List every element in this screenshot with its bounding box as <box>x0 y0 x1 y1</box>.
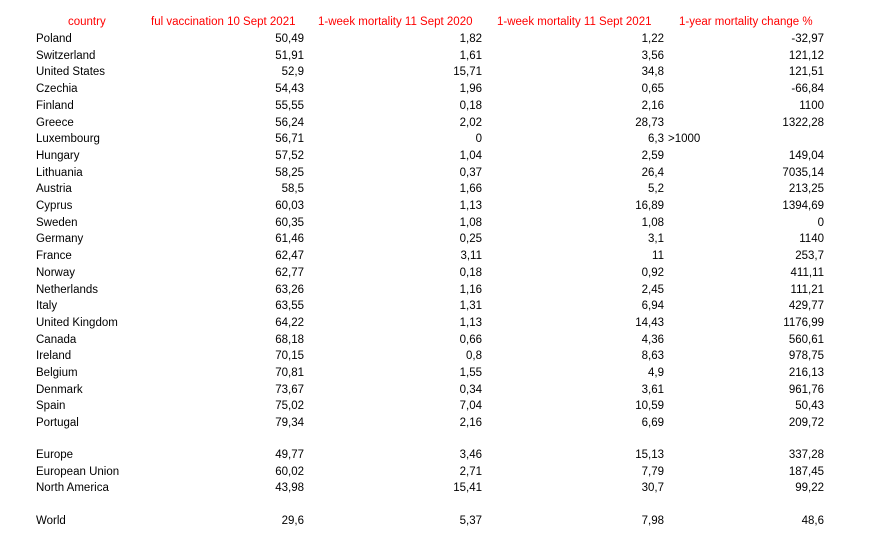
mortality-2021-cell: 1,22 <box>641 33 664 45</box>
mortality-2021-cell: 30,7 <box>641 482 664 495</box>
mortality-2020-cell: 15,41 <box>453 482 482 495</box>
mortality-change-cell: 253,7 <box>795 250 824 263</box>
header-vaccination: ful vaccination 10 Sept 2021 <box>151 16 296 28</box>
country-cell: Finland <box>36 99 74 112</box>
mortality-change-cell: 7035,14 <box>782 166 824 179</box>
mortality-2021-cell: 5,2 <box>648 183 664 196</box>
mortality-2020-cell: 0,18 <box>459 99 482 112</box>
mortality-change-note: >1000 <box>668 133 701 146</box>
vaccination-cell: 55,55 <box>275 99 304 112</box>
mortality-change-cell: 0 <box>817 216 824 229</box>
mortality-change-cell: 121,12 <box>788 49 824 62</box>
table-row <box>0 382 895 398</box>
vaccination-cell: 50,49 <box>275 33 304 45</box>
table-row <box>0 248 895 264</box>
mortality-2020-cell: 1,55 <box>459 367 482 379</box>
region-row <box>0 480 895 496</box>
country-cell: World <box>36 515 66 527</box>
vaccination-cell: 29,6 <box>281 515 304 527</box>
mortality-2020-cell: 1,13 <box>459 316 482 329</box>
mortality-change-cell: 1322,28 <box>782 116 824 129</box>
vaccination-cell: 56,24 <box>275 116 304 129</box>
mortality-2020-cell: 0,37 <box>459 166 482 179</box>
mortality-2020-cell: 5,37 <box>459 515 482 527</box>
mortality-change-cell: -32,97 <box>791 33 824 45</box>
country-cell: Greece <box>36 116 74 129</box>
mortality-2021-cell: 4,9 <box>648 367 664 379</box>
vaccination-cell: 60,02 <box>275 465 304 478</box>
mortality-2020-cell: 1,82 <box>459 33 482 45</box>
mortality-change-cell: 411,11 <box>790 266 824 279</box>
mortality-2021-cell: 16,89 <box>635 200 664 212</box>
vaccination-cell: 64,22 <box>275 316 304 329</box>
table-row <box>0 148 895 164</box>
mortality-2021-cell: 0,92 <box>641 266 664 279</box>
table-row <box>0 165 895 181</box>
region-row <box>0 464 895 480</box>
mortality-2020-cell: 1,66 <box>459 183 482 196</box>
mortality-2020-cell: 1,13 <box>459 200 482 212</box>
mortality-2020-cell: 1,61 <box>459 49 482 62</box>
mortality-2020-cell: 0,34 <box>459 383 482 396</box>
vaccination-cell: 49,77 <box>275 449 304 461</box>
table-row <box>0 315 895 331</box>
vaccination-cell: 75,02 <box>275 400 304 413</box>
table-row <box>0 31 895 47</box>
country-cell: Portugal <box>36 417 79 430</box>
vaccination-cell: 79,34 <box>275 417 304 430</box>
table-row <box>0 81 895 97</box>
table-row <box>0 131 895 147</box>
table-row <box>0 231 895 247</box>
mortality-change-cell: 961,76 <box>788 383 824 396</box>
mortality-2020-cell: 0,8 <box>466 350 482 363</box>
vaccination-cell: 61,46 <box>275 233 304 246</box>
mortality-2020-cell: 2,16 <box>459 417 482 430</box>
mortality-change-cell: 1176,99 <box>783 316 824 329</box>
header-mortality-change: 1-year mortality change % <box>679 16 813 28</box>
country-cell: Sweden <box>36 216 78 229</box>
country-cell: Poland <box>36 33 72 45</box>
country-cell: Europe <box>36 449 74 461</box>
table-row <box>0 348 895 364</box>
mortality-2020-cell: 1,16 <box>459 283 482 296</box>
vaccination-cell: 73,67 <box>275 383 304 396</box>
mortality-2020-cell: 2,02 <box>459 116 482 129</box>
country-cell: United Kingdom <box>36 316 118 329</box>
mortality-change-cell: 429,77 <box>788 300 824 313</box>
mortality-2020-cell: 1,96 <box>459 83 482 96</box>
vaccination-cell: 52,9 <box>281 66 304 79</box>
mortality-2021-cell: 28,73 <box>635 116 664 129</box>
mortality-2021-cell: 8,63 <box>641 350 664 363</box>
country-cell: Norway <box>36 266 75 279</box>
country-cell: Spain <box>36 400 66 413</box>
mortality-change-cell: 213,25 <box>788 183 824 196</box>
vaccination-cell: 60,35 <box>275 216 304 229</box>
country-cell: Denmark <box>36 383 83 396</box>
vaccination-cell: 62,47 <box>275 250 304 263</box>
mortality-2021-cell: 7,79 <box>641 465 664 478</box>
vaccination-cell: 70,15 <box>275 350 304 363</box>
mortality-change-cell: 216,13 <box>788 367 824 379</box>
country-cell: Italy <box>36 300 58 313</box>
mortality-2021-cell: 3,1 <box>648 233 664 246</box>
mortality-2021-cell: 2,45 <box>641 283 664 296</box>
table-row <box>0 98 895 114</box>
country-cell: Canada <box>36 333 77 346</box>
country-cell: Switzerland <box>36 49 96 62</box>
vaccination-cell: 54,43 <box>275 83 304 96</box>
mortality-2020-cell: 2,71 <box>459 465 482 478</box>
country-cell: Luxembourg <box>36 133 100 146</box>
mortality-change-cell: 149,04 <box>788 149 824 162</box>
vaccination-cell: 63,26 <box>275 283 304 296</box>
table-row <box>0 398 895 414</box>
mortality-2020-cell: 3,11 <box>460 250 482 263</box>
country-cell: Germany <box>36 233 84 246</box>
mortality-2020-cell: 1,04 <box>459 149 482 162</box>
header-mortality-2020: 1-week mortality 11 Sept 2020 <box>318 16 473 28</box>
country-cell: European Union <box>36 465 120 478</box>
mortality-2021-cell: 3,61 <box>641 383 664 396</box>
mortality-change-cell: 1394,69 <box>782 200 824 212</box>
table-row <box>0 332 895 348</box>
mortality-change-cell: 1100 <box>799 99 824 112</box>
mortality-2021-cell: 6,69 <box>641 417 664 430</box>
mortality-2021-cell: 14,43 <box>635 316 664 329</box>
country-cell: Czechia <box>36 83 78 96</box>
table-row <box>0 365 895 381</box>
country-cell: North America <box>36 482 109 495</box>
country-cell: France <box>36 250 72 263</box>
vaccination-cell: 58,5 <box>281 183 304 196</box>
country-cell: Hungary <box>36 149 80 162</box>
mortality-2020-cell: 15,71 <box>453 66 482 79</box>
mortality-2021-cell: 15,13 <box>635 449 664 461</box>
vaccination-cell: 51,91 <box>275 49 304 62</box>
vaccination-cell: 70,81 <box>275 367 304 379</box>
table-row <box>0 282 895 298</box>
vaccination-cell: 60,03 <box>275 200 304 212</box>
mortality-2021-cell: 26,4 <box>641 166 664 179</box>
country-cell: United States <box>36 66 106 79</box>
mortality-change-cell: 111,21 <box>790 283 824 296</box>
mortality-2021-cell: 0,65 <box>641 83 664 96</box>
mortality-2020-cell: 0,25 <box>459 233 482 246</box>
world-row <box>0 513 895 529</box>
table-row <box>0 215 895 231</box>
mortality-change-cell: 978,75 <box>788 350 824 363</box>
mortality-2020-cell: 7,04 <box>459 400 482 413</box>
mortality-2021-cell: 2,16 <box>641 99 664 112</box>
mortality-change-cell: 337,28 <box>788 449 824 461</box>
table-row <box>0 48 895 64</box>
mortality-2021-cell: 4,36 <box>641 333 664 346</box>
vaccination-cell: 43,98 <box>275 482 304 495</box>
mortality-change-cell: 187,45 <box>788 465 824 478</box>
mortality-2020-cell: 1,31 <box>459 300 482 313</box>
country-cell: Belgium <box>36 367 78 379</box>
country-cell: Ireland <box>36 350 72 363</box>
table-row <box>0 115 895 131</box>
vaccination-cell: 57,52 <box>275 149 304 162</box>
mortality-2021-cell: 7,98 <box>641 515 664 527</box>
mortality-2021-cell: 11 <box>652 250 664 263</box>
mortality-change-cell: 560,61 <box>788 333 824 346</box>
region-row <box>0 447 895 463</box>
header-country: country <box>68 16 106 28</box>
vaccination-cell: 56,71 <box>275 133 304 146</box>
vaccination-cell: 58,25 <box>275 166 304 179</box>
country-cell: Cyprus <box>36 200 73 212</box>
table-row <box>0 181 895 197</box>
table-row <box>0 64 895 80</box>
header-row <box>0 14 895 30</box>
mortality-2021-cell: 6,94 <box>641 300 664 313</box>
mortality-2020-cell: 0,66 <box>459 333 482 346</box>
vaccination-cell: 63,55 <box>275 300 304 313</box>
mortality-change-cell: 1140 <box>799 233 824 246</box>
mortality-2021-cell: 10,59 <box>635 400 664 413</box>
vaccination-cell: 62,77 <box>275 266 304 279</box>
mortality-2021-cell: 3,56 <box>641 49 664 62</box>
table-row <box>0 265 895 281</box>
mortality-change-cell: 121,51 <box>788 66 824 79</box>
header-mortality-2021: 1-week mortality 11 Sept 2021 <box>497 16 652 28</box>
mortality-2021-cell: 2,59 <box>641 149 664 162</box>
mortality-2021-cell: 34,8 <box>641 66 664 79</box>
mortality-change-cell: 50,43 <box>795 400 824 413</box>
country-cell: Netherlands <box>36 283 99 296</box>
mortality-change-cell: -66,84 <box>791 83 824 96</box>
mortality-2020-cell: 3,46 <box>459 449 482 461</box>
mortality-2021-cell: 6,3 <box>648 133 664 146</box>
mortality-change-cell: 209,72 <box>788 417 824 430</box>
mortality-2021-cell: 1,08 <box>641 216 664 229</box>
mortality-2020-cell: 0 <box>475 133 482 146</box>
country-cell: Lithuania <box>36 166 83 179</box>
table-row <box>0 415 895 431</box>
mortality-2020-cell: 1,08 <box>459 216 482 229</box>
country-cell: Austria <box>36 183 72 196</box>
mortality-change-cell: 99,22 <box>795 482 824 495</box>
mortality-2020-cell: 0,18 <box>459 266 482 279</box>
table-row <box>0 198 895 214</box>
mortality-change-cell: 48,6 <box>801 515 824 527</box>
vaccination-cell: 68,18 <box>275 333 304 346</box>
table-row <box>0 298 895 314</box>
